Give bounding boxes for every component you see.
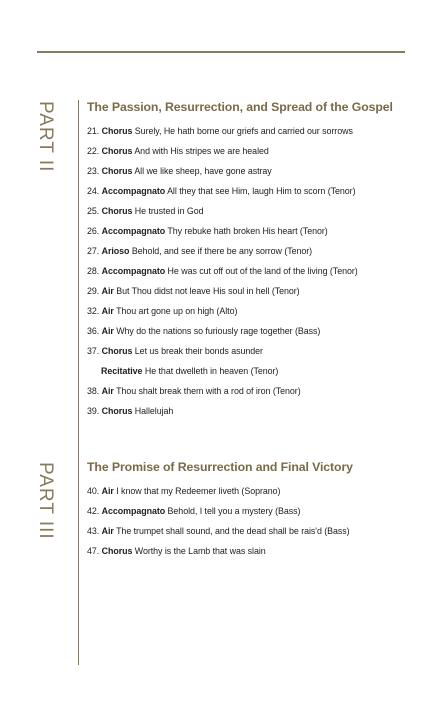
list-item <box>87 366 427 386</box>
item-type: Air <box>101 486 114 496</box>
list-item <box>87 246 427 266</box>
item-number: 27. <box>87 246 100 256</box>
item-text: Behold, I tell you a mystery (Bass) <box>167 506 301 516</box>
list-item <box>87 286 427 306</box>
item-type: Chorus <box>101 126 133 136</box>
item-type: Chorus <box>101 406 133 416</box>
list-item <box>87 406 427 426</box>
item-number: 43. <box>87 526 100 536</box>
item-text: The trumpet shall sound, and the dead shall be rais'd (Bass) <box>116 526 350 536</box>
item-type: Chorus <box>101 546 133 556</box>
item-type: Accompagnato <box>101 186 166 196</box>
item-text: And with His stripes we are healed <box>134 146 269 156</box>
movement-list <box>87 486 427 566</box>
list-item <box>87 146 427 166</box>
top-divider <box>37 51 405 53</box>
item-text: All they that see Him, laugh Him to scorn (Tenor) <box>167 186 356 196</box>
movement-list <box>87 126 427 426</box>
item-type: Air <box>101 386 114 396</box>
item-number: 39. <box>87 406 100 416</box>
item-text: He that dwelleth in heaven (Tenor) <box>144 366 279 376</box>
item-number: 47. <box>87 546 100 556</box>
list-item <box>87 546 427 566</box>
item-text: I know that my Redeemer liveth (Soprano) <box>116 486 281 496</box>
item-type: Recitative <box>101 366 143 376</box>
list-item <box>87 346 427 366</box>
list-item <box>87 386 427 406</box>
item-number: 21. <box>87 126 100 136</box>
item-type: Chorus <box>101 146 133 156</box>
item-text: He trusted in God <box>134 206 204 216</box>
item-type: Chorus <box>101 166 133 176</box>
item-type: Chorus <box>101 206 133 216</box>
list-item <box>87 186 427 206</box>
item-text: Surely, He hath borne our griefs and carried our sorrows <box>134 126 353 136</box>
item-number: 37. <box>87 346 100 356</box>
item-text: Thou shalt break them with a rod of iron (Tenor) <box>116 386 301 396</box>
item-number: 26. <box>87 226 100 236</box>
item-number: 28. <box>87 266 100 276</box>
item-number: 29. <box>87 286 100 296</box>
item-text: All we like sheep, have gone astray <box>134 166 272 176</box>
item-text: Thou art gone up on high (Alto) <box>116 306 238 316</box>
item-number: 38. <box>87 386 100 396</box>
item-text: Let us break their bonds asunder <box>134 346 263 356</box>
list-item <box>87 226 427 246</box>
list-item <box>87 486 427 506</box>
section-title: The Promise of Resurrection and Final Victory <box>87 460 353 474</box>
part-label-2: PART II <box>35 101 56 173</box>
item-type: Chorus <box>101 346 133 356</box>
vertical-divider <box>78 100 79 665</box>
item-type: Accompagnato <box>101 506 166 516</box>
item-number: 25. <box>87 206 100 216</box>
item-text: Hallelujah <box>134 406 174 416</box>
section-title: The Passion, Resurrection, and Spread of the Gospel <box>87 100 393 114</box>
item-number: 22. <box>87 146 100 156</box>
item-text: Worthy is the Lamb that was slain <box>134 546 266 556</box>
item-number: 36. <box>87 326 100 336</box>
item-text: Why do the nations so furiously rage together (Bass) <box>116 326 321 336</box>
item-number: 32. <box>87 306 100 316</box>
item-type: Accompagnato <box>101 226 166 236</box>
section-part-3 <box>87 460 427 566</box>
list-item <box>87 266 427 286</box>
item-number: 24. <box>87 186 100 196</box>
part-label-3: PART III <box>35 462 56 540</box>
item-text: He was cut off out of the land of the living (Tenor) <box>167 266 358 276</box>
item-number: 40. <box>87 486 100 496</box>
list-item <box>87 326 427 346</box>
item-number: 23. <box>87 166 100 176</box>
item-number: 42. <box>87 506 100 516</box>
item-type: Arioso <box>101 246 130 256</box>
item-type: Air <box>101 306 114 316</box>
section-part-2 <box>87 100 427 426</box>
item-type: Accompagnato <box>101 266 166 276</box>
list-item <box>87 306 427 326</box>
item-type: Air <box>101 326 114 336</box>
item-text: Behold, and see if there be any sorrow (Tenor) <box>131 246 313 256</box>
item-type: Air <box>101 286 114 296</box>
list-item <box>87 126 427 146</box>
list-item <box>87 506 427 526</box>
list-item <box>87 206 427 226</box>
list-item <box>87 166 427 186</box>
item-text: Thy rebuke hath broken His heart (Tenor) <box>167 226 328 236</box>
list-item <box>87 526 427 546</box>
item-type: Air <box>101 526 114 536</box>
item-text: But Thou didst not leave His soul in hell (Tenor) <box>116 286 300 296</box>
